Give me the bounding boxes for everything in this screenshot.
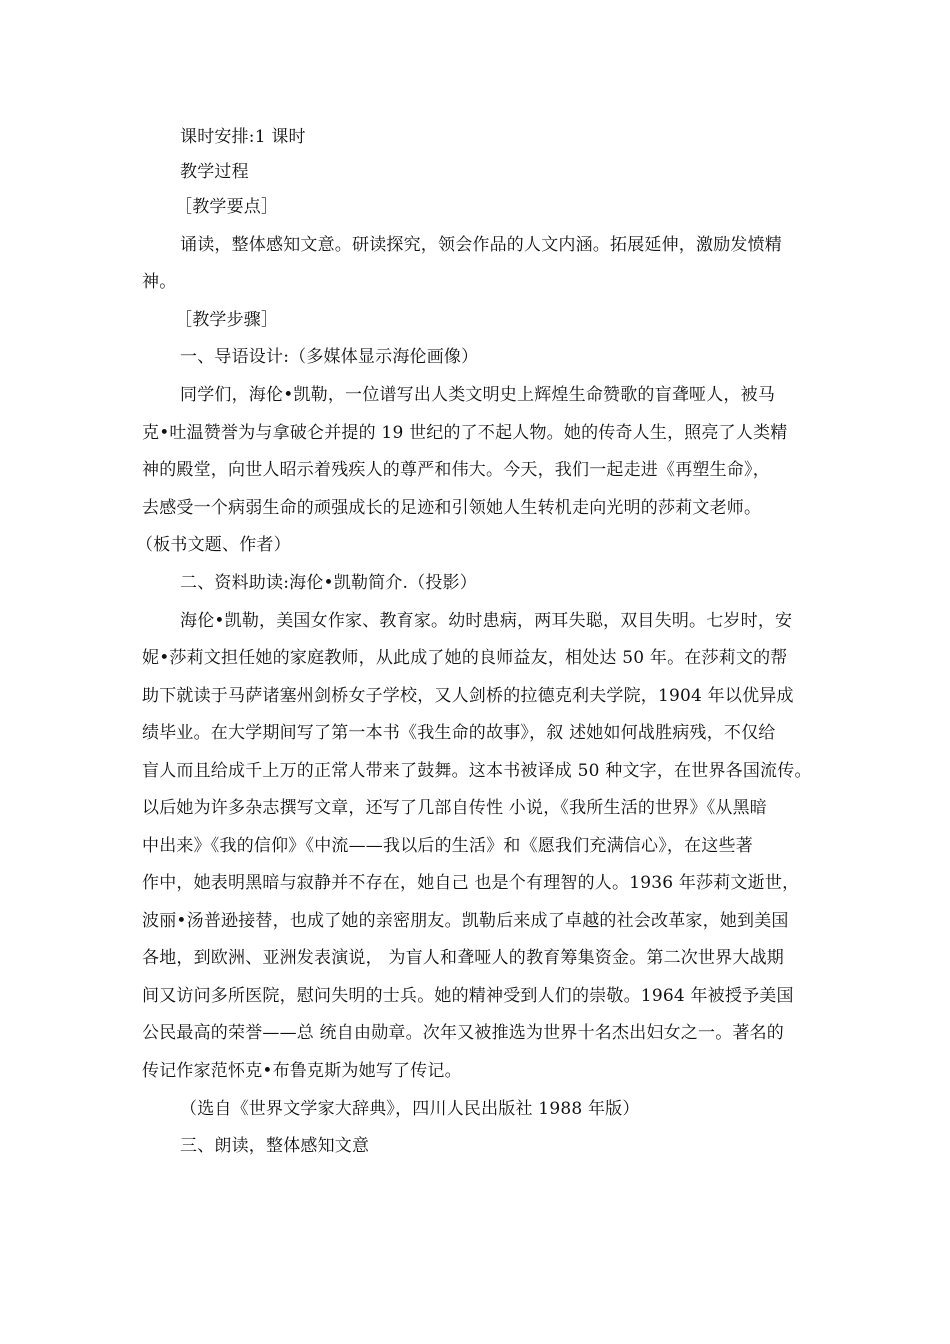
intro-paragraph-line: 克•吐温赞誉为与拿破仑并提的 19 世纪的了不起人物。她的传奇人生，照亮了人类精 — [142, 423, 788, 443]
bio-paragraph-line: 间又访问多所医院，慰问失明的士兵。她的精神受到人们的崇敬。1964 年被授予美国 — [142, 986, 794, 1006]
bio-paragraph-line: 作中，她表明黑暗与寂静并不存在，她自己 也是个有理智的人。1936 年莎莉文逝世， — [142, 873, 800, 893]
source-citation: （选自《世界文学家大辞典》，四川人民出版社 1988 年版） — [180, 1099, 640, 1119]
bio-paragraph-line: 助下就读于马萨诸塞州剑桥女子学校，又人剑桥的拉德克利夫学院，1904 年以优异成 — [142, 686, 794, 706]
bio-paragraph-line: 盲人而且给成千上万的正常人带来了鼓舞。这本书被译成 50 种文字，在世界各国流传。 — [142, 761, 812, 781]
key-points-heading: ［教学要点］ — [175, 197, 279, 217]
section-heading-intro: 一、导语设计:（多媒体显示海伦画像） — [180, 347, 479, 367]
intro-paragraph-line: （板书文题、作者） — [136, 535, 291, 555]
bio-paragraph-line: 公民最高的荣誉——总 统自由勋章。次年又被推选为世界十名杰出妇女之一。著名的 — [142, 1023, 785, 1043]
bio-paragraph-line: 各地，到欧洲、亚洲发表演说， 为盲人和聋哑人的教育筹集资金。第二次世界大战期 — [142, 948, 785, 968]
schedule-line: 课时安排:1 课时 — [180, 127, 306, 147]
bio-paragraph-line: 以后她为许多杂志撰写文章，还写了几部自传性 小说，《我所生活的世界》《从黑暗 — [142, 798, 768, 818]
key-points-text: 诵读，整体感知文意。研读探究，领会作品的人文内涵。拓展延伸，激励发愤精 — [180, 235, 782, 255]
section-heading-bio: 二、资料助读:海伦•凯勒简介.（投影） — [180, 573, 477, 593]
bio-paragraph-line: 妮•莎莉文担任她的家庭教师，从此成了她的良师益友，相处达 50 年。在莎莉文的帮 — [142, 648, 788, 668]
section-heading-reading: 三、朗读，整体感知文意 — [180, 1136, 370, 1156]
bio-paragraph-line: 波丽•汤普逊接替，也成了她的亲密朋友。凯勒后来成了卓越的社会改革家，她到美国 — [142, 911, 789, 931]
intro-paragraph-line: 神的殿堂，向世人昭示着残疾人的尊严和伟大。今天，我们一起走进《再塑生命》， — [142, 460, 770, 480]
bio-paragraph-line: 中出来》《我的信仰》《中流——我以后的生活》和《愿我们充满信心》，在这些著 — [142, 836, 753, 856]
steps-heading: ［教学步骤］ — [175, 310, 279, 330]
intro-paragraph-line: 同学们，海伦•凯勒，一位谱写出人类文明史上辉煌生命赞歌的盲聋哑人，被马 — [180, 385, 776, 405]
intro-paragraph-line: 去感受一个病弱生命的顽强成长的足迹和引领她人生转机走向光明的莎莉文老师。 — [142, 498, 762, 518]
bio-paragraph-line: 绩毕业。在大学期间写了第一本书《我生命的故事》，叙 述她如何战胜病残，不仅给 — [142, 723, 776, 743]
bio-paragraph-line: 传记作家范怀克•布鲁克斯为她写了传记。 — [142, 1061, 462, 1081]
key-points-text: 神。 — [142, 272, 177, 292]
bio-paragraph-line: 海伦•凯勒，美国女作家、教育家。幼时患病，两耳失聪，双目失明。七岁时，安 — [180, 611, 793, 631]
process-heading: 教学过程 — [180, 162, 249, 182]
